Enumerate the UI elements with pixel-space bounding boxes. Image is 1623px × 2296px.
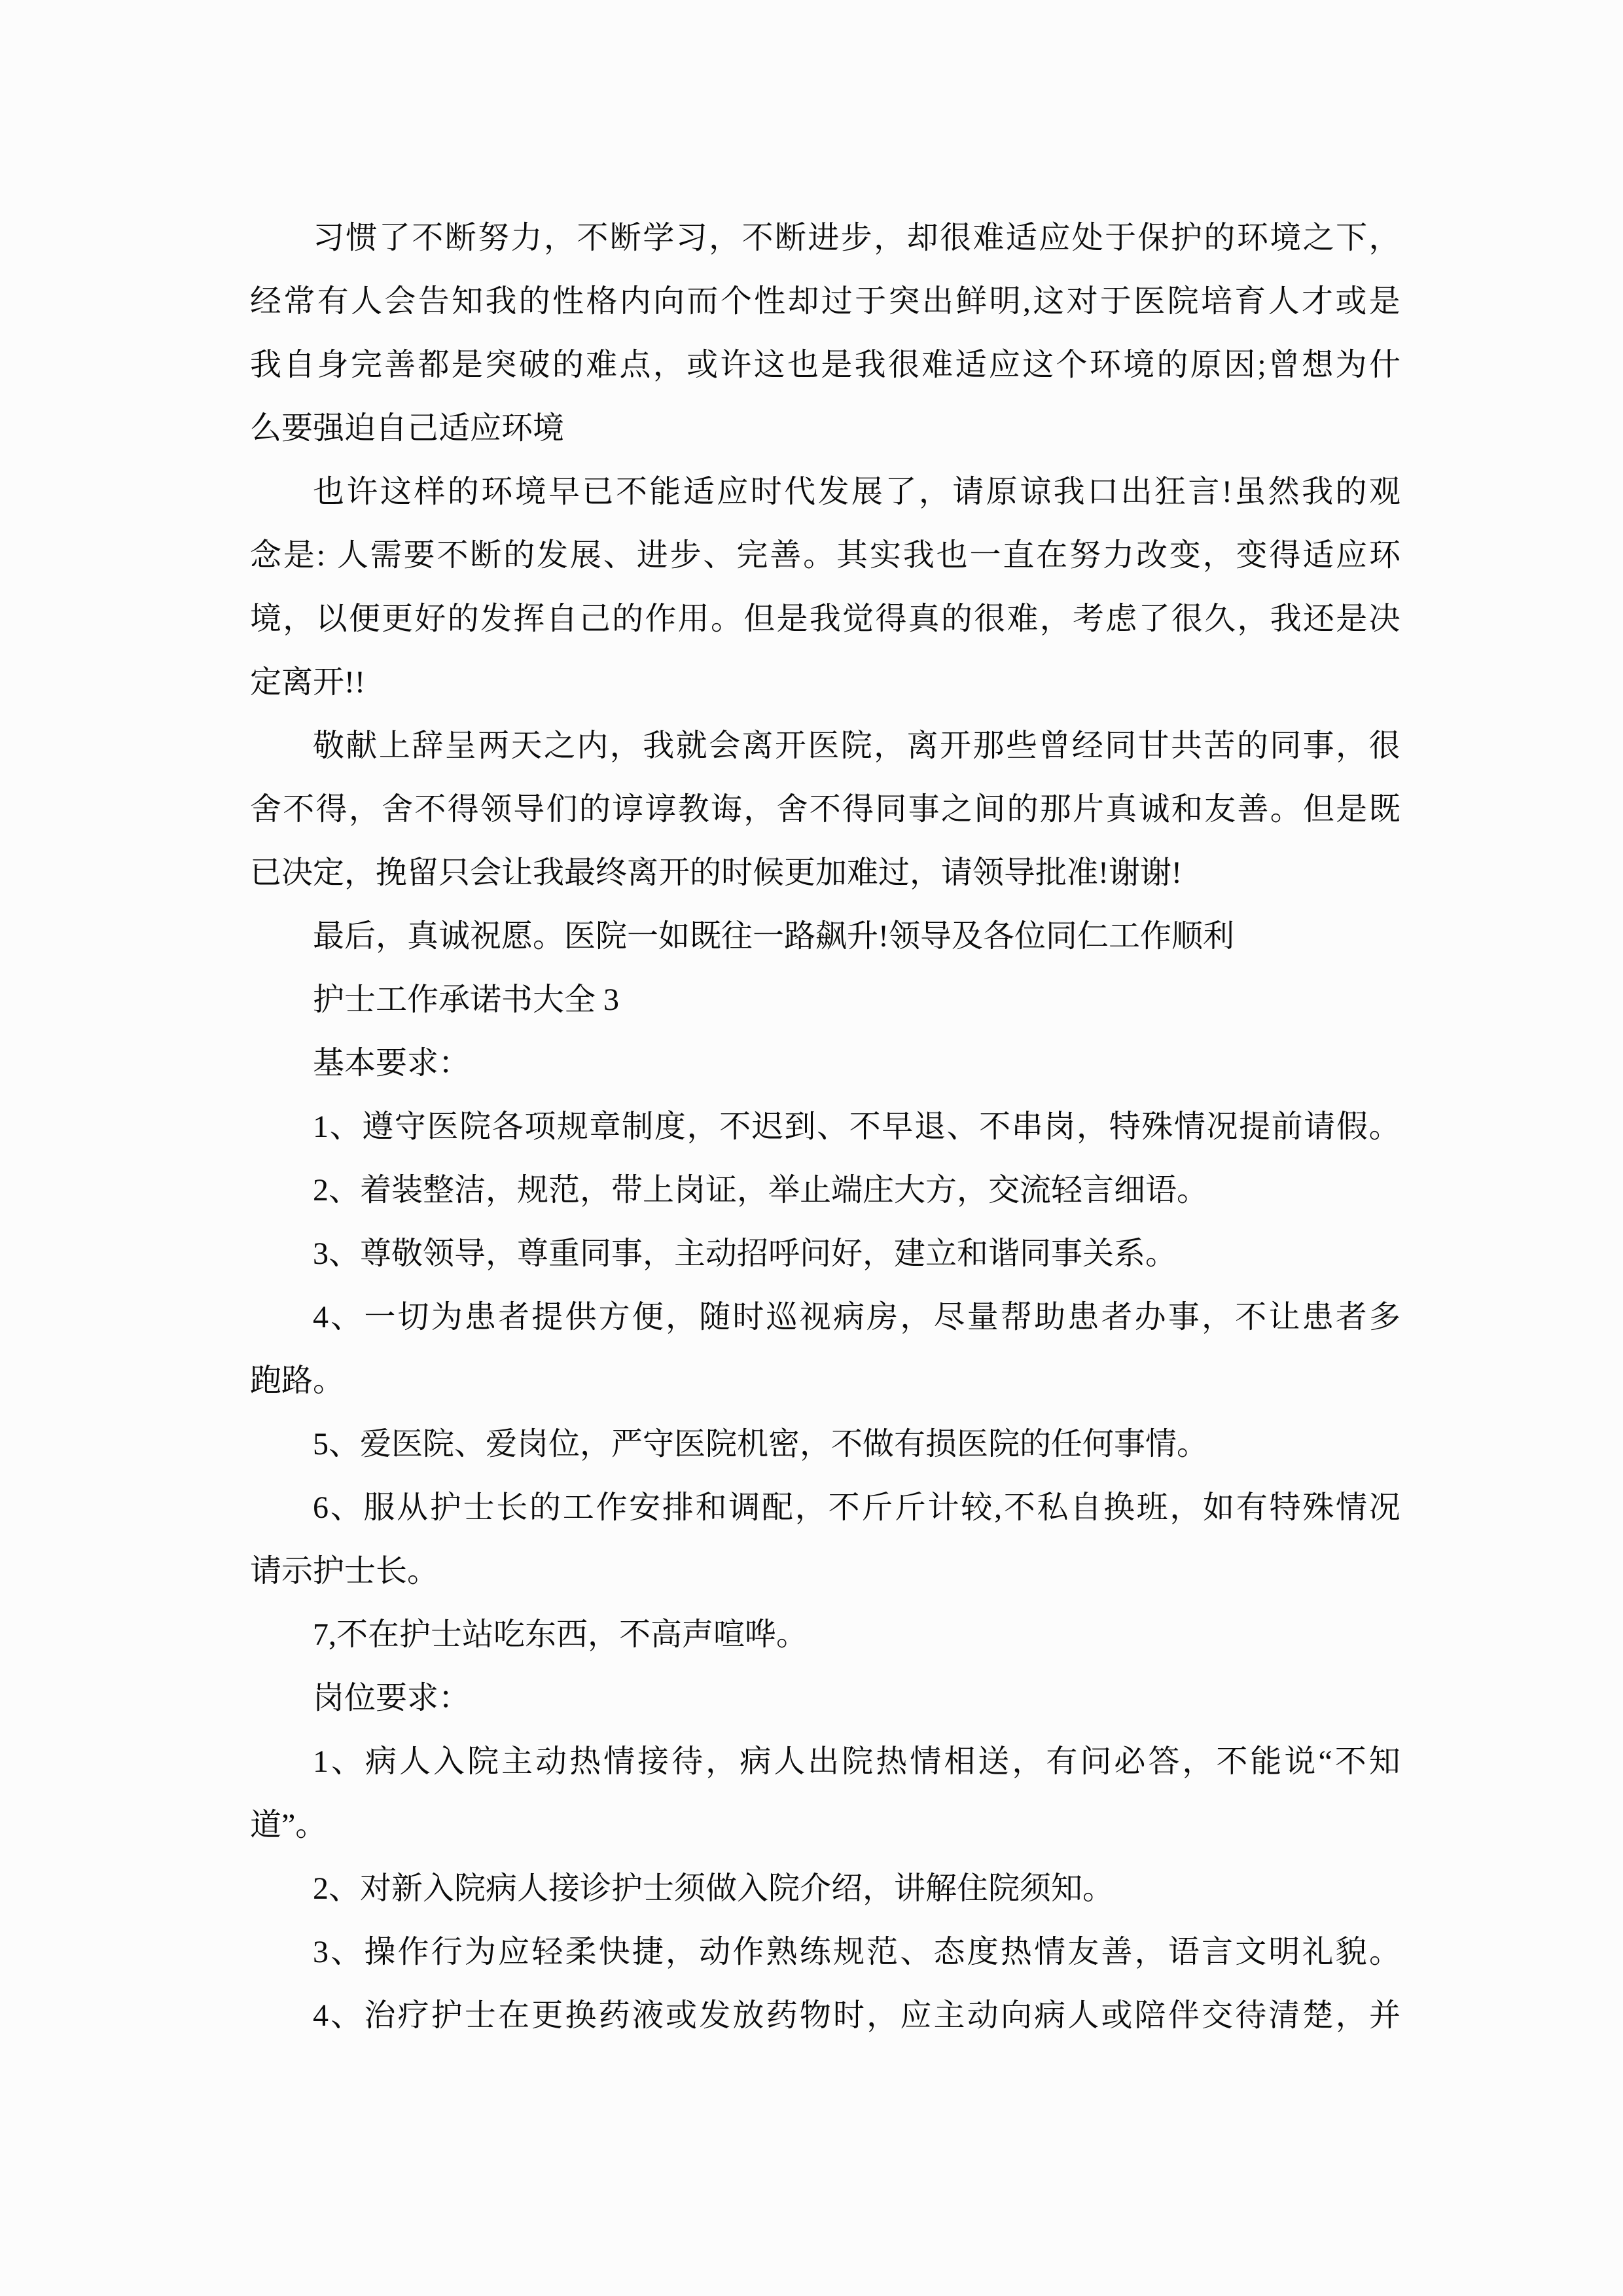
text-line: 5、爱医院、爱岗位，严守医院机密，不做有损医院的任何事情。: [313, 1427, 1209, 1462]
text-line: 习 惯 了 不 断 努 力 ， 不 断 学 习 ， 不 断 进 步 ， 却 很 难 适 应 处 于 保 护 的 环 境 之 下 ，: [313, 221, 1400, 255]
text-line: 舍 不 得 ， 舍 不 得 领 导 们 的 谆 谆 教 诲 ， 舍 不 得 同 事 之 间 的 那 片 真 诚 和 友 善 。 但 是 既: [250, 792, 1400, 827]
text-line: 经 常 有 人 会 告 知 我 的 性 格 内 向 而 个 性 却 过 于 突 出 鲜 明 , 这 对 于 医 院 培 育 人 才 或 是: [250, 284, 1400, 319]
text-line: 岗位要求：: [313, 1681, 471, 1715]
text-line: 我 自 身 完 善 都 是 突 破 的 难 点 ， 或 许 这 也 是 我 很 难 适 应 这 个 环 境 的 原 因 ; 曾 想 为 什: [250, 348, 1400, 382]
text-line: 6 、 服 从 护 士 长 的 工 作 安 排 和 调 配 ， 不 斤 斤 计 较 , 不 私 自 换 班 ， 如 有 特 殊 情 况: [313, 1490, 1400, 1525]
text-line: 定离开!!: [250, 665, 365, 700]
text-line: 境 ， 以 便 更 好 的 发 挥 自 己 的 作 用 。 但 是 我 觉 得 真 的 很 难 ， 考 虑 了 很 久 ， 我 还 是 决: [250, 601, 1400, 636]
text-line: 1 、 遵 守 医 院 各 项 规 章 制 度 ， 不 迟 到 、 不 早 退 、 不 串 岗 ， 特 殊 情 况 提 前 请 假 。: [313, 1109, 1400, 1144]
text-line: 基本要求：: [313, 1046, 471, 1081]
text-line: 么要强迫自己适应环境: [250, 411, 565, 446]
text-line: 2、着装整洁，规范，带上岗证，举止端庄大方，交流轻言细语。: [313, 1173, 1209, 1208]
text-line: 3 、 操 作 行 为 应 轻 柔 快 捷 ， 动 作 熟 练 规 范 、 态 度 热 情 友 善 ， 语 言 文 明 礼 貌 。: [313, 1935, 1400, 1969]
text-line: 已决定，挽留只会让我最终离开的时候更加难过，请领导批准!谢谢!: [250, 855, 1182, 890]
text-line: 念 是 : 人 需 要 不 断 的 发 展 、 进 步 、 完 善 。 其 实 我 也 一 直 在 努 力 改 变 ， 变 得 适 应 环: [250, 538, 1400, 573]
text-line: 也 许 这 样 的 环 境 早 已 不 能 适 应 时 代 发 展 了 ， 请 原 谅 我 口 出 狂 言 ! 虽 然 我 的 观: [313, 475, 1400, 509]
text-line: 7,不在护士站吃东西，不高声喧哗。: [313, 1617, 808, 1652]
text-line: 4 、 一 切 为 患 者 提 供 方 便 ， 随 时 巡 视 病 房 ， 尽 量 帮 助 患 者 办 事 ， 不 让 患 者 多: [313, 1300, 1400, 1335]
text-line: 1 、 病 人 入 院 主 动 热 情 接 待 ， 病 人 出 院 热 情 相 送 ， 有 问 必 答 ， 不 能 说 “ 不 知: [313, 1744, 1400, 1779]
text-line: 4 、 治 疗 护 士 在 更 换 药 液 或 发 放 药 物 时 ， 应 主 动 向 病 人 或 陪 伴 交 待 清 楚 ， 并: [313, 1998, 1400, 2033]
document-text-block: [250, 206, 1400, 2047]
text-line: 请示护士长。: [250, 1554, 439, 1588]
text-line: 最后，真诚祝愿。医院一如既往一路飙升!领导及各位同仁工作顺利: [313, 919, 1234, 954]
text-line: 护士工作承诺书大全 3: [313, 982, 620, 1017]
text-line: 跑路。: [250, 1363, 345, 1398]
text-line: 3、尊敬领导，尊重同事，主动招呼问好，建立和谐同事关系。: [313, 1236, 1177, 1271]
text-line: 道”。: [250, 1808, 327, 1842]
text-line: 敬 献 上 辞 呈 两 天 之 内 ， 我 就 会 离 开 医 院 ， 离 开 那 些 曾 经 同 甘 共 苦 的 同 事 ， 很: [313, 728, 1400, 763]
text-line: 2、对新入院病人接诊护士须做入院介绍，讲解住院须知。: [313, 1871, 1115, 1906]
